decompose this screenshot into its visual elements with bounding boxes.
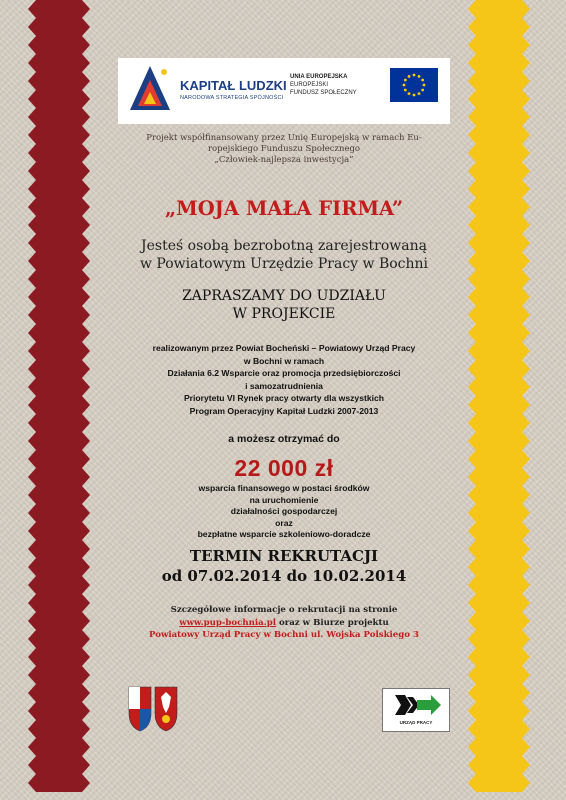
eu-flag-icon	[390, 68, 438, 102]
support-line2: na uruchomienie	[249, 494, 319, 505]
support-line4: oraz	[275, 517, 293, 528]
eu-star	[404, 89, 407, 92]
eu-line1: UNIA EUROPEJSKA	[290, 74, 348, 80]
left-decorative-stripe	[28, 0, 98, 800]
support-line1: wsparcia finansowego w postaci środków	[198, 483, 370, 493]
cofinancing-line3: „Człowiek-najlepsza inwestycja”	[214, 155, 354, 165]
urzad-pracy-label: URZĄD PRACY	[399, 720, 433, 725]
realised-line4: i samozatrudnienia	[245, 380, 323, 391]
logo-bar	[118, 58, 450, 124]
eu-star	[423, 84, 426, 87]
realised-line5: Priorytetu VI Rynek pracy otwarty dla wszystkich	[183, 393, 385, 404]
invite-line2: W PROJEKCIE	[232, 306, 336, 322]
kapital-ludzki-subtitle: NARODOWA STRATEGIA SPÓJNOŚCI	[180, 95, 284, 101]
urzad-pracy-icon	[383, 689, 449, 719]
eu-star	[403, 84, 406, 87]
realised-line2: w Bochni w ramach	[243, 355, 325, 366]
info-line2-rest: oraz w Biurze projektu	[275, 617, 389, 628]
support-line5: bezpłatne wsparcie szkoleniowo-doradcze	[197, 529, 371, 539]
eu-star	[418, 75, 421, 78]
project-details	[118, 342, 450, 418]
grant-amount: 22 000 zł	[234, 455, 334, 481]
contact-info	[118, 604, 450, 642]
eu-star	[413, 74, 416, 77]
cofinancing-line2: ropejskiego Funduszu Społecznego	[207, 144, 361, 154]
realised-line3: Działania 6.2 Wsparcie oraz promocja przedsiębiorczości	[167, 368, 401, 379]
eu-line2: EUROPEJSKI	[290, 82, 329, 88]
eu-star	[404, 79, 407, 82]
eu-star	[421, 89, 424, 92]
eu-line3: FUNDUSZ SPOŁECZNY	[290, 90, 357, 96]
headline: „MOJA MAŁA FIRMA”	[164, 197, 404, 220]
realised-line6: Program Operacyjny Kapitał Ludzki 2007-2013	[189, 405, 379, 416]
invitation	[118, 287, 450, 323]
cofinancing-line1: Projekt współfinansowany przez Unię Europejską w ramach Eu-	[146, 133, 422, 143]
kapital-ludzki-logo	[128, 64, 287, 118]
eu-fund-text	[290, 73, 390, 97]
coat-of-arms-icon	[127, 683, 179, 733]
eu-star	[418, 92, 421, 95]
recruitment-dates: od 07.02.2014 do 10.02.2014	[161, 567, 407, 585]
urzad-pracy-logo	[382, 688, 450, 732]
eu-star	[413, 94, 416, 97]
intro-line2: w Powiatowym Urzędzie Pracy w Bochni	[139, 256, 429, 272]
support-line3: działalności gospodarczej	[230, 506, 338, 516]
kapital-ludzki-title: KAPITAŁ LUDZKI	[180, 78, 287, 93]
can-receive-text: a możesz otrzymać do	[228, 433, 340, 445]
invite-line1: ZAPRASZAMY DO UDZIAŁU	[182, 288, 386, 304]
intro-line1: Jesteś osobą bezrobotną zarejestrowaną	[141, 238, 427, 254]
info-line1: Szczegółowe informacje o rekrutacji na stronie	[170, 605, 398, 615]
eu-star	[408, 75, 411, 78]
recruitment-title: TERMIN REKRUTACJI	[189, 547, 379, 565]
cofinancing-note	[118, 133, 450, 166]
right-decorative-stripe	[468, 0, 538, 800]
intro-text	[118, 237, 450, 273]
support-details	[118, 483, 450, 541]
office-address: Powiatowy Urząd Pracy w Bochni ul. Wojska Polskiego 3	[148, 630, 419, 640]
website-link[interactable]: www.pup-bochnia.pl	[179, 617, 276, 628]
realised-line1: realizowanym przez Powiat Bocheński – Powiatowy Urząd Pracy	[152, 343, 416, 353]
eu-star	[408, 92, 411, 95]
kapital-ludzki-icon	[128, 64, 172, 114]
eu-star	[421, 79, 424, 82]
